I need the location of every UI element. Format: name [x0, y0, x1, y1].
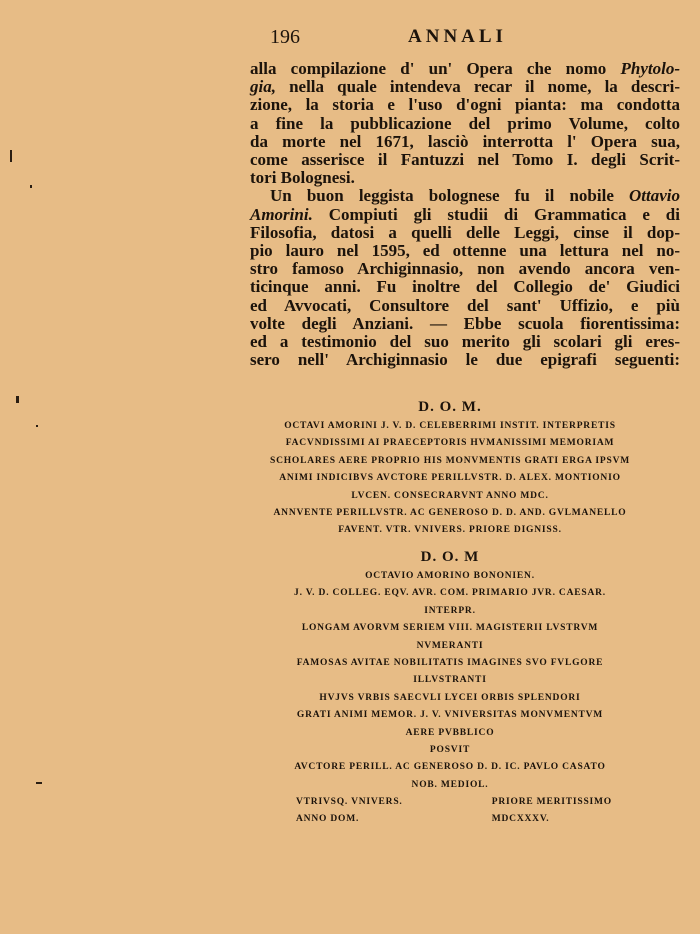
- text-run: da morte nel 1671, lasciò interrotta l' Opera sua,: [250, 131, 680, 151]
- epigraph-2: [240, 546, 660, 827]
- epigraph-2-left-line: ANNO DOM.: [296, 813, 360, 824]
- epigraph-2-line: AVCTORE PERILL. AC GENEROSO D. D. IC. PAVLO CASATO: [294, 762, 606, 773]
- text-line: [250, 133, 680, 151]
- epigraph-2-line: AERE PVBBLICO: [405, 727, 495, 738]
- epigraph-2-left-column: [296, 794, 403, 827]
- text-run: ed a testimonio del suo merito gli scolari gli eres-: [250, 332, 680, 352]
- text-line: [250, 115, 680, 133]
- epigraph-2-line: LONGAM AVORVM SERIEM VIII. MAGISTERII LVSTRVM: [301, 623, 599, 634]
- epigraph-2-line: NVMERANTI: [416, 640, 484, 651]
- epigraph-2-heading: D. O. M: [420, 549, 480, 565]
- text-line: [250, 224, 680, 242]
- text-run: come asserisce il Fantuzzi nel Tomo I. degli Scrit-: [250, 150, 680, 170]
- scan-speck: [36, 782, 42, 784]
- text-line: [250, 187, 680, 205]
- epigraph-1-line: LVCEN. CONSECRARVNT ANNO MDC.: [351, 490, 549, 501]
- text-line: [250, 260, 680, 278]
- scan-speck: [36, 425, 38, 427]
- italic-text-run: Phytolo-: [620, 59, 680, 78]
- epigraph-1-line: FACVNDISSIMI AI PRAECEPTORIS HVMANISSIMI MEMORIAM: [285, 438, 615, 449]
- text-run: ticinque anni. Fu inoltre del Collegio de' Giudici: [250, 277, 680, 297]
- epigraph-2-columns: [240, 794, 660, 827]
- text-line: [250, 297, 680, 315]
- epigraph-1-heading: D. O. M.: [418, 399, 482, 415]
- text-line: [250, 151, 680, 169]
- text-run: Un buon leggista bolognese fu il nobile: [270, 186, 629, 206]
- text-line: [250, 169, 680, 187]
- epigraph-2-line: J. V. D. COLLEG. EQV. AVR. COM. PRIMARIO JVR. CAESAR.: [294, 588, 606, 599]
- page-header: [0, 26, 700, 50]
- epigraph-1-lines: [240, 418, 660, 540]
- text-line: [250, 333, 680, 351]
- scan-speck: [16, 396, 19, 403]
- epigraph-1-line: OCTAVI AMORINI J. V. D. CELEBERRIMI INSTIT. INTERPRETIS: [284, 421, 616, 431]
- text-run: alla compilazione d' un' Opera che nomo: [250, 59, 621, 78]
- epigraph-2-left-line: VTRIVSQ. VNIVERS.: [296, 797, 403, 808]
- epigraph-2-line: OCTAVIO AMORINO BONONIEN.: [365, 571, 535, 581]
- epigraph-2-right-line: MDCXXXV.: [491, 813, 550, 824]
- page-number: 196: [270, 26, 300, 48]
- text-run: tori Bolognesi.: [250, 168, 355, 188]
- running-title: ANNALI: [408, 26, 507, 47]
- italic-text-run: Amorini.: [250, 204, 313, 224]
- text-run: volte degli Anziani. — Ebbe scuola fiorentissima:: [250, 313, 680, 333]
- text-run: Compiuti gli studii di Grammatica e di: [312, 204, 680, 224]
- text-run: sero nell' Archiginnasio le due epigrafi seguenti:: [250, 350, 680, 370]
- text-run: nella quale intendeva recar il nome, la descri-: [275, 77, 680, 97]
- text-line: [250, 351, 680, 369]
- text-line: [250, 206, 680, 224]
- text-line: [250, 96, 680, 114]
- body-text: [250, 60, 680, 369]
- italic-text-run: gia,: [250, 77, 276, 97]
- epigraph-1-line: ANIMI INDICIBVS AVCTORE PERILLVSTR. D. ALEX. MONTIONIO: [279, 473, 621, 484]
- epigraph-2-line: GRATI ANIMI MEMOR. J. V. VNIVERSITAS MONVMENTVM: [296, 710, 604, 721]
- text-line: [250, 278, 680, 296]
- epigraph-2-line: HVJVS VRBIS SAECVLI LYCEI ORBIS SPLENDORI: [319, 692, 581, 703]
- epigraph-1-line: SCHOLARES AERE PROPRIO HIS MONVMENTIS GRATI ERGA IPSVM: [270, 455, 630, 466]
- text-run: stro famoso Archiginnasio, non avendo ancora ven-: [250, 259, 680, 279]
- epigraph-2-right-column: [492, 794, 612, 827]
- text-run: pio lauro nel 1595, ed ottenne una lettura nel no-: [250, 241, 680, 261]
- text-line: [250, 78, 680, 96]
- epigraph-2-line: ILLVSTRANTI: [413, 675, 487, 686]
- epigraph-2-line: NOB. MEDIOL.: [411, 779, 489, 790]
- italic-text-run: Ottavio: [629, 186, 680, 206]
- text-line: [250, 242, 680, 260]
- text-run: zione, la storia e l'uso d'ogni pianta: ma condotta: [250, 95, 680, 115]
- epigraph-2-right-line: PRIORE MERITISSIMO: [491, 797, 612, 808]
- text-run: ed Avvocati, Consultore del sant' Uffizio, e più: [250, 295, 680, 315]
- scan-speck: [30, 185, 32, 188]
- epigraph-1: [240, 396, 660, 540]
- epigraph-2-lines: [240, 568, 660, 794]
- text-line: [250, 60, 680, 78]
- epigraph-2-line: POSVIT: [429, 745, 471, 756]
- epigraph-2-line: FAMOSAS AVITAE NOBILITATIS IMAGINES SVO FVLGORE: [296, 658, 604, 669]
- text-run: Filosofia, datosi a quelli delle Leggi, cinse il dop-: [250, 222, 680, 242]
- epigraph-2-line: INTERPR.: [424, 605, 476, 616]
- epigraph-1-line: ANNVENTE PERILLVSTR. AC GENEROSO D. D. AND. GVLMANELLO: [273, 508, 627, 519]
- scan-speck: [10, 150, 12, 162]
- epigraph-1-line: FAVENT. VTR. VNIVERS. PRIORE DIGNISS.: [338, 525, 562, 536]
- text-line: [250, 315, 680, 333]
- text-run: a fine la pubblicazione del primo Volume, colto: [250, 113, 680, 133]
